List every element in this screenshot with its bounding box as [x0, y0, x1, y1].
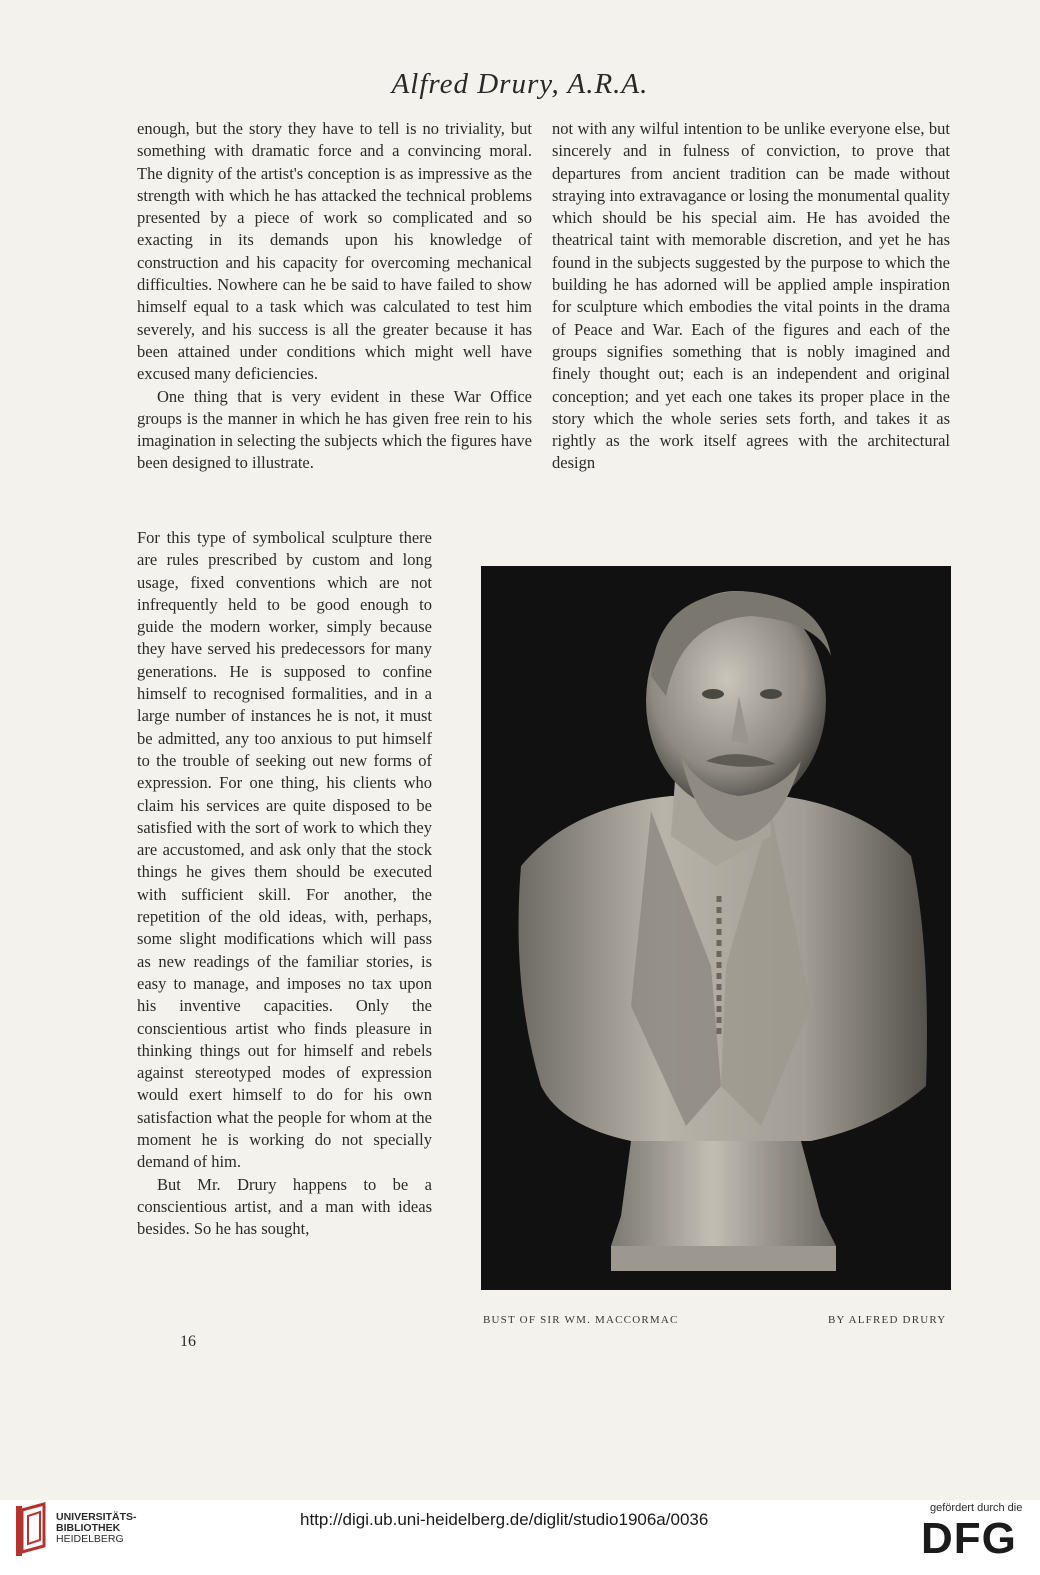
- paragraph: For this type of symbolical sculpture there are rules prescribed by custom and long usage, fixed conventions which are not infrequently held to be good enough to guide the modern worker, simply because they have served his predecessors for many generations. He is supposed to confine himself to recognised formalities, and in a large number of instances he is not, it must be admitted, any too anxious to put himself to the trouble of seeking out new forms of expression. For one thing, his clients who claim his services are quite disposed to be satisfied with the sort of work to which they are accustomed, and ask only that the stock things he gives them should be executed with sufficient skill. For another, the repetition of the old ideas, with, perhaps, some slight modifications which will pass as new readings of the familiar stories, is easy to manage, and imposes no tax upon his inventive capacities. Only the conscientious artist who finds pleasure in thinking things out for himself and rebels against stereotyped modes of expression would exert himself to do for his own satisfaction what the people for whom at the moment he is working do not specially demand of him.: [137, 528, 432, 1172]
- library-logo-icon: [14, 1502, 52, 1565]
- library-line: BIBLIOTHEK: [56, 1522, 121, 1534]
- figure-credit: BY ALFRED DRURY: [828, 1314, 947, 1326]
- right-column: [552, 118, 950, 475]
- bust-illustration: [481, 566, 951, 1290]
- paragraph: not with any wilful intention to be unlike everyone else, but sincerely and in fulness of conviction, to prove that departures from ancient tradition can be made without straying into extravagance or losing the monumental quality which should be his special aim. He has avoided the theatrical taint with memorable discretion, and yet he has found in the subjects suggested by the purpose to which the building he has adorned will be applied ample inspiration for sculpture which embodies the vital points in the drama of Peace and War. Each of the figures and each of the groups signifies something that is nobly imagined and finely thought out; each is an independent and original conception; and yet each one takes its proper place in the story which the whole series sets forth, and takes it as rightly as the work itself agrees with the architectural design: [552, 119, 950, 473]
- library-name: [56, 1512, 137, 1545]
- figure-caption: BUST OF SIR WM. MACCORMAC: [483, 1314, 679, 1326]
- left-column-narrow: [137, 527, 432, 1241]
- paragraph: But Mr. Drury happens to be a conscientious artist, and a man with ideas besides. So he has sought,: [137, 1174, 432, 1239]
- paragraph: One thing that is very evident in these War Office groups is the manner in which he has given free rein to his imagination in selecting the subjects which the figures have been designed to illustrate.: [137, 386, 532, 473]
- funding-label: gefördert durch die: [930, 1502, 1023, 1514]
- bust-photograph: [481, 566, 951, 1290]
- paragraph: enough, but the story they have to tell is no triviality, but something with dramatic force and a convincing moral. The dignity of the artist's conception is as impressive as the strength with which he has attacked the technical problems presented by a piece of work so complicated and so exacting in its demands upon his knowledge of construction and his capacity for overcoming mechanical difficulties. Nowhere can he be said to have failed to show himself equal to a task which was calculated to test him severely, and his success is all the greater because it has been attained under conditions which might well have excused many deficiencies.: [137, 119, 532, 384]
- library-line: HEIDELBERG: [56, 1533, 124, 1545]
- library-line: UNIVERSITÄTS-: [56, 1511, 137, 1523]
- permalink[interactable]: http://digi.ub.uni-heidelberg.de/diglit/studio1906a/0036: [300, 1510, 709, 1529]
- dfg-logo: DFG: [921, 1514, 1017, 1563]
- running-head: Alfred Drury, A.R.A.: [391, 68, 649, 100]
- page-number: 16: [180, 1333, 196, 1350]
- left-column: [137, 118, 532, 475]
